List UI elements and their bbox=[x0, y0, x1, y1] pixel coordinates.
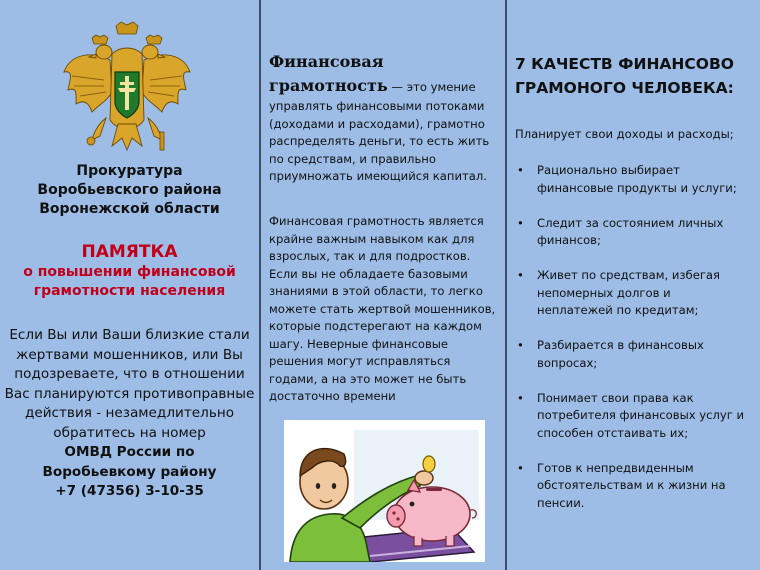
list-item-line: способен отстаивать их; bbox=[537, 425, 689, 440]
qualities-intro: Планирует свои доходы и расходы; bbox=[515, 127, 734, 141]
definition-inline: — это умение bbox=[387, 80, 476, 94]
definition-line: управлять финансовыми потоками bbox=[269, 99, 485, 113]
contact-line: обратитесь на номер bbox=[53, 424, 206, 441]
memo-subtitle-line: грамотности населения bbox=[33, 283, 226, 299]
paragraph-line: годами, а на это может не быть bbox=[269, 371, 467, 386]
list-item-line: пенсии. bbox=[537, 495, 585, 510]
qualities-list bbox=[515, 162, 755, 530]
agency-line: Воробьевского района bbox=[37, 182, 222, 198]
qualities-heading bbox=[515, 52, 755, 100]
left-column bbox=[0, 0, 259, 570]
paragraph-line: достаточно времени bbox=[269, 389, 396, 403]
importance-paragraph bbox=[269, 213, 501, 406]
contact-notice bbox=[2, 326, 257, 502]
piggy-bank-illustration bbox=[284, 420, 485, 562]
paragraph-line: шагу. Неверные финансовые bbox=[269, 336, 449, 351]
list-item bbox=[515, 337, 755, 372]
contact-line: Вас планируются противоправные bbox=[4, 385, 255, 402]
memo-subtitle bbox=[0, 263, 259, 301]
bullet-icon: • bbox=[517, 338, 524, 352]
contact-line: Если Вы или Ваши близкие стали bbox=[9, 327, 250, 343]
list-item-line: неплатежей по кредитам; bbox=[537, 303, 699, 317]
list-item-line: Готов к непредвиденным bbox=[537, 460, 694, 475]
agency-line: Прокуратура bbox=[76, 163, 183, 179]
contact-police-line: ОМВД России по bbox=[64, 444, 195, 460]
memo-title: ПАМЯТКА bbox=[81, 242, 178, 262]
paragraph-line: крайне важным навыком как для bbox=[269, 231, 475, 246]
paragraph-line: Финансовая грамотность является bbox=[269, 214, 484, 228]
double-headed-eagle-emblem-icon bbox=[60, 20, 194, 155]
list-item-line: Понимает свои права как bbox=[537, 390, 694, 405]
middle-column bbox=[261, 0, 505, 570]
definition-term-row bbox=[269, 74, 505, 99]
list-item-line: Разбирается в финансовых bbox=[537, 338, 704, 352]
memo-subtitle-line: о повышении финансовой bbox=[23, 264, 236, 280]
list-item bbox=[515, 267, 755, 320]
list-item-line: Живет по средствам, избегая bbox=[537, 268, 721, 282]
right-column bbox=[507, 0, 760, 570]
bullet-icon: • bbox=[517, 268, 524, 282]
list-item bbox=[515, 460, 755, 513]
list-item-line: Рационально выбирает bbox=[537, 163, 680, 177]
list-item-line: обстоятельствам и к жизни на bbox=[537, 478, 726, 492]
definition-line: (доходами и расходами), грамотно bbox=[269, 116, 485, 131]
bullet-icon: • bbox=[517, 215, 524, 230]
list-item-line: финансовые продукты и услуги; bbox=[537, 180, 737, 195]
definition-line: распределять деньги, то есть жить bbox=[269, 134, 490, 148]
bullet-icon: • bbox=[517, 460, 524, 475]
agency-name bbox=[0, 162, 259, 219]
agency-line: Воронежской области bbox=[39, 201, 220, 217]
definition-text bbox=[269, 98, 501, 186]
contact-line: действия - незамедлительно bbox=[24, 405, 235, 421]
list-item-line: финансов; bbox=[537, 233, 601, 247]
paragraph-line: решения могут исправляться bbox=[269, 354, 451, 368]
paragraph-line: Если вы не обладаете базовыми bbox=[269, 266, 468, 281]
paragraph-line: взрослых, так и для подростков. bbox=[269, 249, 471, 263]
contact-phone[interactable]: +7 (47356) 3-10-35 bbox=[55, 483, 204, 499]
bullet-icon: • bbox=[517, 390, 524, 405]
contact-police-line: Воробьевкому району bbox=[42, 463, 217, 480]
list-item bbox=[515, 390, 755, 443]
list-item-line: непомерных долгов и bbox=[537, 285, 671, 300]
list-item bbox=[515, 215, 755, 250]
list-item-line: потребителя финансовых услуг и bbox=[537, 408, 745, 422]
list-item-line: вопросах; bbox=[537, 355, 598, 370]
paragraph-line: можете стать жертвой мошенников, bbox=[269, 301, 496, 316]
contact-line: подозреваете, что в отношении bbox=[14, 366, 245, 382]
definition-term: грамотность bbox=[269, 76, 388, 95]
qualities-heading-line: 7 КАЧЕСТВ ФИНАНСОВО bbox=[515, 55, 734, 73]
definition-heading bbox=[269, 50, 501, 74]
list-item bbox=[515, 162, 755, 197]
bullet-icon: • bbox=[517, 163, 524, 177]
paragraph-line: знаниями в этой области, то легко bbox=[269, 284, 483, 298]
definition-heading-line1: Финансовая bbox=[269, 52, 384, 71]
contact-line: жертвами мошенников, или Вы bbox=[16, 346, 243, 363]
paragraph-line: которые подстерегают на каждом bbox=[269, 319, 482, 333]
definition-line: по средствам, и правильно bbox=[269, 151, 436, 166]
qualities-heading-line: ГРАМОНОГО ЧЕЛОВЕКА: bbox=[515, 79, 734, 97]
list-item-line: Следит за состоянием личных bbox=[537, 215, 724, 230]
definition-line: приумножать имеющийся капитал. bbox=[269, 169, 487, 183]
